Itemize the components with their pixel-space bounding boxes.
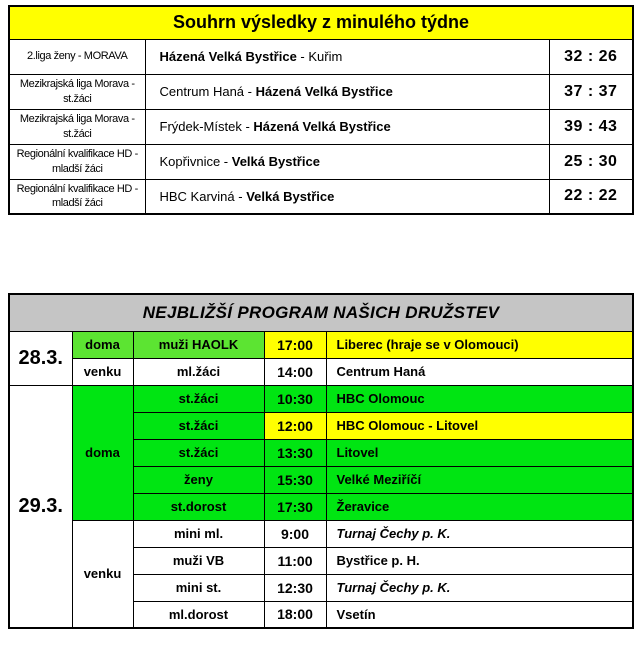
time-cell: 11:00 <box>264 547 326 574</box>
opponent-cell: Vsetín <box>326 601 633 628</box>
score-cell: 25 : 30 <box>549 144 633 179</box>
program-row <box>9 358 633 385</box>
results-table <box>8 5 634 215</box>
league-cell: 2.liga ženy - MORAVA <box>9 39 145 74</box>
program-row <box>9 331 633 358</box>
match-text-bold: Velká Bystřice <box>246 188 335 204</box>
newsletter-page <box>0 5 640 629</box>
match-text-bold: Velká Bystřice <box>231 154 320 169</box>
category-cell: ml.žáci <box>133 358 264 385</box>
program-row <box>9 520 633 547</box>
opponent-cell: Centrum Haná <box>326 358 633 385</box>
opponent-cell: HBC Olomouc <box>326 385 633 412</box>
time-cell: 13:30 <box>264 439 326 466</box>
match-text-bold: Házená Velká Bystřice <box>253 119 391 134</box>
category-cell: st.žáci <box>133 439 264 466</box>
category-cell: ženy <box>133 466 264 493</box>
side-cell: doma <box>72 385 133 520</box>
league-cell: Regionální kvalifikace HD - mladší žáci <box>9 144 145 179</box>
match-cell <box>145 74 549 109</box>
time-cell: 17:00 <box>264 331 326 358</box>
match-text-plain: Centrum Haná - <box>159 84 256 99</box>
match-text-bold: Házená Velká Bystřice <box>159 49 297 64</box>
score-cell: 22 : 22 <box>549 179 633 214</box>
opponent-cell: Turnaj Čechy p. K. <box>326 520 633 547</box>
date-cell: 29.3. <box>9 385 72 628</box>
match-text-plain: - Kuřim <box>296 49 343 64</box>
opponent-cell: Turnaj Čechy p. K. <box>326 574 633 601</box>
match-cell <box>145 144 549 179</box>
match-text-bold: Házená Velká Bystřice <box>255 84 393 99</box>
time-cell: 9:00 <box>264 520 326 547</box>
result-row <box>9 74 633 109</box>
opponent-cell: Liberec (hraje se v Olomouci) <box>326 331 633 358</box>
opponent-cell: HBC Olomouc - Litovel <box>326 412 633 439</box>
score-cell: 39 : 43 <box>549 109 633 144</box>
category-cell: mini st. <box>133 574 264 601</box>
side-cell: doma <box>72 331 133 358</box>
opponent-cell: Litovel <box>326 439 633 466</box>
result-row <box>9 179 633 214</box>
match-cell <box>145 179 549 214</box>
time-cell: 15:30 <box>264 466 326 493</box>
program-row <box>9 385 633 412</box>
results-title: Souhrn výsledky z minulého týdne <box>9 6 633 39</box>
category-cell: st.dorost <box>133 493 264 520</box>
match-cell <box>145 39 549 74</box>
time-cell: 17:30 <box>264 493 326 520</box>
opponent-cell: Bystřice p. H. <box>326 547 633 574</box>
score-cell: 32 : 26 <box>549 39 633 74</box>
program-title: NEJBLIŽŠÍ PROGRAM NAŠICH DRUŽSTEV <box>9 294 633 331</box>
score-cell: 37 : 37 <box>549 74 633 109</box>
match-text-plain: HBC Karviná - <box>159 188 247 204</box>
side-cell: venku <box>72 358 133 385</box>
result-row <box>9 109 633 144</box>
league-cell: Mezikrajská liga Morava - st.žáci <box>9 109 145 144</box>
time-cell: 18:00 <box>264 601 326 628</box>
league-cell: Regionální kvalifikace HD - mladší žáci <box>9 179 145 214</box>
time-cell: 10:30 <box>264 385 326 412</box>
program-table <box>8 293 634 629</box>
league-cell: Mezikrajská liga Morava - st.žáci <box>9 74 145 109</box>
date-cell: 28.3. <box>9 331 72 385</box>
opponent-cell: Velké Meziříčí <box>326 466 633 493</box>
category-cell: muži HAOLK <box>133 331 264 358</box>
time-cell: 12:00 <box>264 412 326 439</box>
match-text-plain: Kopřivnice - <box>159 154 232 169</box>
category-cell: ml.dorost <box>133 601 264 628</box>
category-cell: st.žáci <box>133 412 264 439</box>
result-row <box>9 39 633 74</box>
result-row <box>9 144 633 179</box>
results-header-row <box>9 6 633 39</box>
match-text-plain: Frýdek-Místek - <box>159 119 254 134</box>
time-cell: 14:00 <box>264 358 326 385</box>
category-cell: mini ml. <box>133 520 264 547</box>
program-header-row <box>9 294 633 331</box>
time-cell: 12:30 <box>264 574 326 601</box>
match-cell <box>145 109 549 144</box>
category-cell: muži VB <box>133 547 264 574</box>
category-cell: st.žáci <box>133 385 264 412</box>
opponent-cell: Žeravice <box>326 493 633 520</box>
side-cell: venku <box>72 520 133 628</box>
